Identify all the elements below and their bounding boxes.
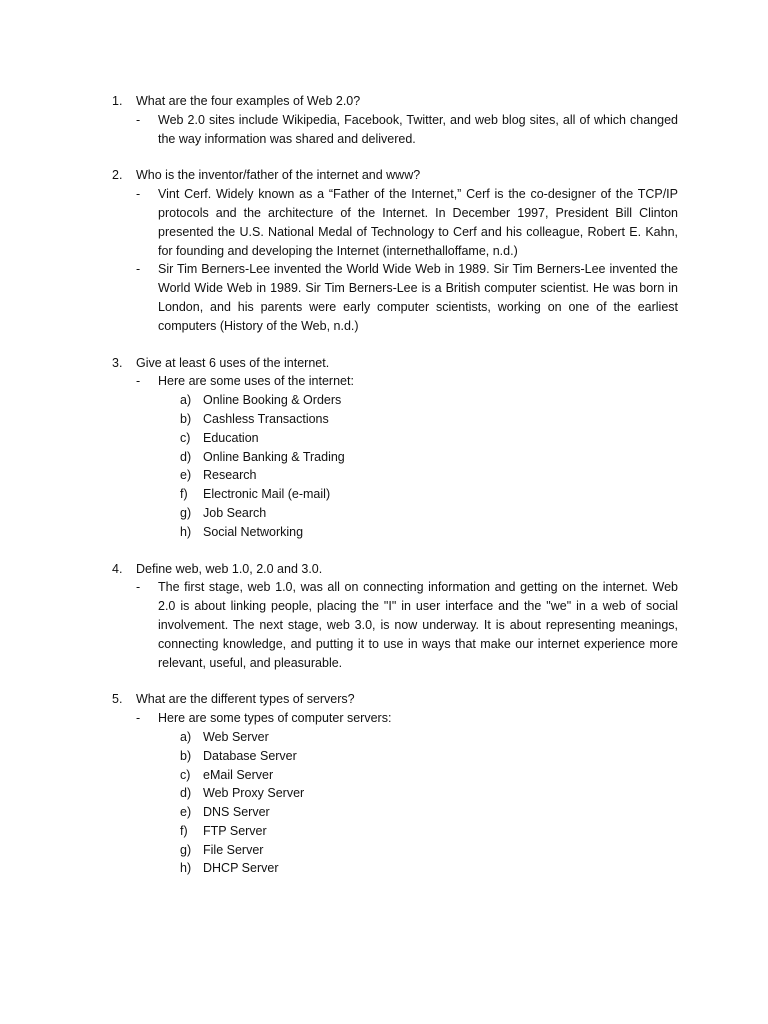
list-item (180, 859, 678, 878)
list-item (180, 429, 678, 448)
list-letter: g) (180, 505, 192, 520)
list-item-text: Online Banking & Trading (203, 449, 345, 464)
answer-text: Here are some uses of the internet: (158, 374, 354, 389)
question-block-3 (112, 354, 678, 542)
list-letter: a) (180, 729, 192, 744)
list-item-text: Database Server (203, 748, 297, 763)
answer-item (112, 372, 678, 391)
list-letter: d) (180, 786, 192, 801)
list-item-text: FTP Server (203, 823, 267, 838)
answer-item (112, 260, 678, 335)
question-block-1 (112, 92, 678, 148)
list-item-text: Social Networking (203, 524, 304, 539)
question-text: Give at least 6 uses of the internet. (136, 355, 330, 370)
list-item (180, 504, 678, 523)
question-number: 1. (112, 94, 123, 108)
list-item-text: Education (203, 430, 259, 445)
dash-bullet: - (136, 187, 141, 202)
list-letter: c) (180, 430, 191, 445)
list-item (180, 466, 678, 485)
list-item (180, 803, 678, 822)
list-item (180, 523, 678, 542)
list-item-text: Web Server (203, 729, 269, 744)
question-number: 4. (112, 561, 123, 576)
answer-item (112, 578, 678, 672)
answer-text: Web 2.0 sites include Wikipedia, Facebook, Twitter, and web blog sites, all of which changed the way information was shared and delivered. (158, 112, 678, 146)
list-item-text: eMail Server (203, 767, 274, 782)
question-text: Define web, web 1.0, 2.0 and 3.0. (136, 561, 323, 576)
question-text: Who is the inventor/father of the internet and www? (136, 168, 421, 183)
servers-list (112, 728, 678, 878)
list-item (180, 822, 678, 841)
question-1 (112, 92, 678, 111)
list-letter: b) (180, 748, 192, 763)
list-letter: h) (180, 524, 192, 539)
question-number: 5. (112, 692, 123, 707)
list-item-text: Electronic Mail (e-mail) (203, 487, 331, 502)
answer-text: Here are some types of computer servers: (158, 711, 392, 726)
list-item (180, 747, 678, 766)
question-block-5 (112, 690, 678, 878)
answer-item (112, 185, 678, 260)
list-letter: f) (180, 487, 188, 502)
question-3 (112, 354, 678, 373)
list-item-text: Web Proxy Server (203, 786, 305, 801)
list-item-text: Job Search (203, 505, 267, 520)
list-item-text: Research (203, 468, 257, 483)
question-5 (112, 690, 678, 709)
dash-bullet: - (136, 262, 141, 277)
answer-text: Vint Cerf. Widely known as a “Father of the Internet,” Cerf is the co-designer of the TCP/IP protocols and the architecture of the Internet. In December 1997, President Bill Clinton presented the U.S. National Medal of Technology to Cerf and his colleague, Robert E. Kahn, for founding and developing the Internet (internethalloffame, n.d.) (158, 187, 678, 258)
list-item (180, 766, 678, 785)
question-list (112, 92, 678, 896)
dash-bullet: - (136, 112, 141, 127)
list-letter: a) (180, 393, 192, 408)
list-letter: g) (180, 842, 192, 857)
list-item-text: DNS Server (203, 805, 270, 820)
list-item (180, 728, 678, 747)
list-letter: c) (180, 767, 191, 782)
list-letter: b) (180, 411, 192, 426)
question-text: What are the different types of servers? (136, 692, 355, 707)
question-text: What are the four examples of Web 2.0? (136, 94, 361, 108)
list-item (180, 485, 678, 504)
list-letter: f) (180, 823, 188, 838)
question-number: 3. (112, 355, 123, 370)
answer-item (112, 111, 678, 149)
question-block-4 (112, 560, 678, 673)
dash-bullet: - (136, 374, 141, 389)
answer-item (112, 709, 678, 728)
dash-bullet: - (136, 580, 141, 595)
list-letter: e) (180, 805, 192, 820)
list-item (180, 448, 678, 467)
list-item (180, 391, 678, 410)
uses-list (112, 391, 678, 541)
list-item-text: Cashless Transactions (203, 411, 329, 426)
question-block-2 (112, 166, 678, 335)
list-item (180, 841, 678, 860)
dash-bullet: - (136, 711, 141, 726)
question-4 (112, 560, 678, 579)
answer-text: The first stage, web 1.0, was all on connecting information and getting on the internet. Web 2.0 is about linking people, placing the "I" in user interface and the "we" in a web of social involvement. The next stage, web 3.0, is now underway. It is about representing meanings, connecting knowledge, and putting it to use in ways that make our internet experience more relevant, useful, and pleasurable. (158, 580, 678, 670)
list-item-text: Online Booking & Orders (203, 393, 342, 408)
list-item-text: File Server (203, 842, 264, 857)
question-number: 2. (112, 168, 123, 183)
question-2 (112, 166, 678, 185)
list-letter: e) (180, 468, 192, 483)
list-letter: h) (180, 861, 192, 876)
list-item (180, 784, 678, 803)
list-item (180, 410, 678, 429)
list-letter: d) (180, 449, 192, 464)
list-item-text: DHCP Server (203, 861, 279, 876)
answer-text: Sir Tim Berners-Lee invented the World Wide Web in 1989. Sir Tim Berners-Lee invented the World Wide Web in 1989. Sir Tim Berners-Lee is a British computer scientist. He was born in London, and his parents were early computer scientists, working on one of the earliest computers (History of the Web, n.d.) (158, 262, 678, 333)
